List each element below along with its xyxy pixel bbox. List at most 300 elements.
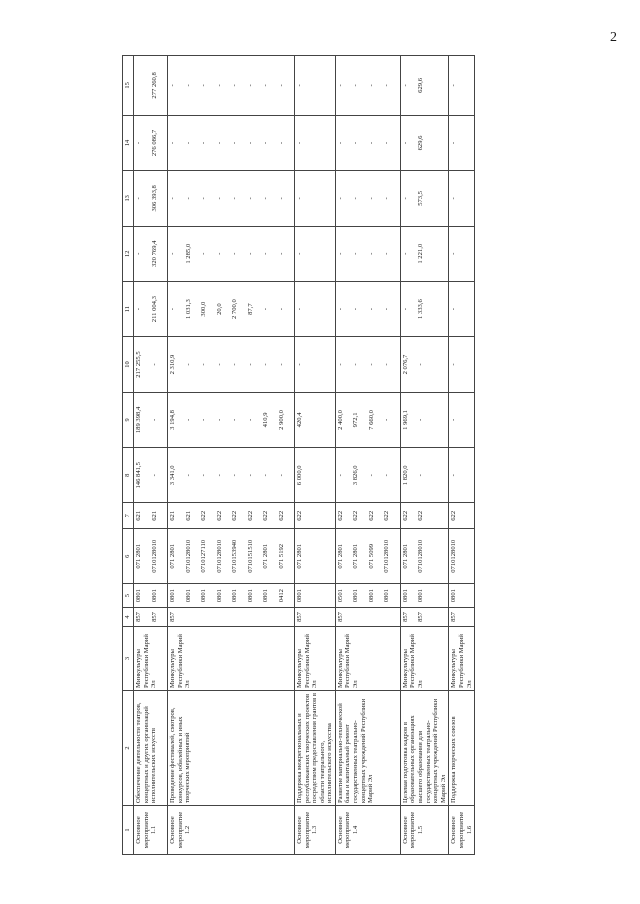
value-line: 0801: [296, 589, 303, 603]
value-line: 621: [150, 510, 158, 521]
value-line: [262, 610, 278, 624]
value-line: -: [367, 84, 375, 87]
value-line: [247, 610, 263, 624]
value-line: 211 004,3: [150, 296, 158, 323]
value-line: -: [352, 363, 360, 366]
value-line: -: [262, 84, 269, 87]
value-line: -: [277, 308, 285, 311]
value-cell-col-15: [335, 56, 400, 116]
value-cell-col-10: [335, 337, 400, 392]
value-line: -: [135, 141, 142, 145]
value-line: -: [215, 474, 223, 477]
column-header-10: 10: [123, 337, 134, 392]
value-line: 629,6: [417, 135, 425, 151]
value-cell-col-14: [400, 115, 448, 170]
value-cell-col-12: [134, 226, 168, 281]
value-line: -: [184, 363, 192, 366]
value-line: -: [231, 418, 238, 422]
activity-name: Основное мероприятие 1.1: [134, 806, 168, 855]
value-line: -: [277, 84, 285, 87]
value-line: -: [352, 141, 360, 145]
value-line: -: [262, 197, 269, 200]
value-cell-col-10: [134, 337, 168, 392]
value-line: -: [262, 252, 269, 255]
activity-name: Основное мероприятие 1.4: [335, 806, 400, 855]
value-line: -: [417, 474, 425, 477]
value-cell-col-13: [168, 171, 295, 226]
budget-table: [122, 55, 475, 855]
value-cell-col-11: [400, 281, 448, 336]
value-line: 857: [401, 612, 409, 622]
value-line: [200, 610, 216, 624]
value-line: -: [215, 363, 223, 366]
value-line: -: [383, 252, 391, 255]
value-line: 2 700,0: [231, 299, 238, 320]
value-cell-col-8: [168, 448, 295, 503]
value-line: -: [383, 418, 391, 422]
value-line: -: [200, 141, 207, 145]
value-line: 0710128010: [450, 539, 458, 573]
value-line: -: [336, 197, 344, 200]
value-line: 0710128010: [215, 539, 223, 573]
value-line: -: [231, 84, 238, 87]
table-body: [134, 56, 475, 855]
value-line: -: [262, 308, 269, 311]
value-line: [231, 610, 247, 624]
value-line: -: [184, 141, 192, 145]
activity-description: Целевая подготовка кадров в образовательных организациях высшего образования для государственных театрально-концертных учреждений Республики Марий Эл: [400, 690, 448, 805]
value-line: 0801: [367, 589, 375, 603]
value-line: 573,5: [417, 190, 425, 206]
value-line: 0710127110: [200, 539, 207, 573]
value-line: -: [215, 197, 223, 200]
value-line: 071 2801: [352, 543, 360, 569]
column-header-4: 4: [123, 607, 134, 626]
value-line: -: [367, 308, 375, 311]
value-line: 0710128010: [383, 539, 391, 573]
value-line: 20,0: [215, 303, 223, 315]
value-line: -: [150, 418, 158, 422]
value-line: 0801: [352, 589, 360, 603]
value-line: 3 194,8: [169, 410, 176, 430]
value-line: -: [200, 252, 207, 255]
value-line: -: [200, 84, 207, 87]
activity-description: Поддержка межрегиональных и республиканских творческих проектов посредством предоставления грантов в области театрального, исполнительского искусства: [295, 690, 336, 805]
value-line: 622: [200, 510, 207, 521]
value-cell-col-15: [400, 56, 448, 116]
value-line: 071 2801: [135, 543, 142, 569]
value-line: 629,6: [417, 77, 425, 93]
value-cell-col-11: [295, 281, 336, 336]
value-line: 277 260,8: [150, 72, 158, 99]
value-line: 622: [336, 510, 344, 521]
value-line: [383, 610, 399, 624]
value-cell-col-9: [400, 392, 448, 447]
value-line: -: [296, 141, 303, 145]
value-line: -: [169, 84, 176, 87]
value-line: -: [231, 363, 238, 366]
value-cell-col-15: [449, 56, 475, 116]
value-cell-col-5: [335, 584, 400, 607]
value-line: -: [184, 418, 192, 422]
value-line: 2 900,0: [277, 410, 285, 430]
value-cell-col-5: [168, 584, 295, 607]
activity-executor: Минкультуры Республики Марий Эл: [168, 627, 295, 691]
activity-executor: Минкультуры Республики Марий Эл: [449, 627, 475, 691]
value-cell-col-12: [335, 226, 400, 281]
value-cell-col-10: [295, 337, 336, 392]
value-cell-col-10: [449, 337, 475, 392]
value-line: 1 285,0: [184, 243, 192, 264]
value-line: 0801: [169, 589, 176, 603]
value-cell-col-9: [134, 392, 168, 447]
value-line: -: [246, 474, 254, 477]
value-line: -: [262, 474, 269, 477]
value-cell-col-5: [295, 584, 336, 607]
value-line: 621: [169, 510, 176, 521]
value-line: -: [336, 308, 344, 311]
value-line: -: [262, 141, 269, 145]
value-line: 0710128010: [150, 539, 158, 573]
value-line: -: [296, 252, 303, 255]
value-line: -: [231, 197, 238, 200]
value-cell-col-9: [449, 392, 475, 447]
value-cell-col-5: [400, 584, 448, 607]
value-line: 320 769,4: [150, 240, 158, 267]
value-cell-col-12: [400, 226, 448, 281]
value-line: -: [296, 197, 303, 200]
value-cell-col-7: [168, 503, 295, 529]
activity-name: Основное мероприятие 1.5: [400, 806, 448, 855]
value-line: -: [383, 84, 391, 87]
value-cell-col-11: [168, 281, 295, 336]
value-line: 0801: [246, 589, 254, 603]
value-cell-col-15: [168, 56, 295, 116]
value-line: -: [450, 308, 458, 311]
value-line: -: [336, 252, 344, 255]
value-line: 1 221,0: [417, 243, 425, 264]
value-line: 276 086,7: [150, 129, 158, 157]
value-cell-col-6: [168, 529, 295, 584]
value-line: 857: [150, 612, 158, 622]
page-number: 2: [610, 30, 617, 45]
value-cell-col-8: [335, 448, 400, 503]
value-line: 0801: [135, 589, 142, 603]
value-line: 0710128010: [184, 539, 192, 573]
value-line: -: [450, 84, 458, 87]
table-row: [134, 56, 168, 855]
value-line: 2 076,7: [401, 354, 409, 375]
value-line: 622: [246, 510, 254, 521]
value-cell-col-4: [335, 607, 400, 626]
activity-name: Основное мероприятие 1.2: [168, 806, 295, 855]
value-cell-col-13: [295, 171, 336, 226]
value-line: 0801: [231, 589, 238, 603]
value-line: -: [367, 197, 375, 200]
value-line: -: [450, 363, 458, 366]
value-cell-col-7: [295, 503, 336, 529]
column-header-1: 1: [123, 806, 134, 855]
value-line: -: [401, 84, 409, 87]
value-line: -: [277, 474, 285, 477]
value-cell-col-15: [295, 56, 336, 116]
value-line: -: [277, 363, 285, 366]
column-header-8: 8: [123, 448, 134, 503]
value-cell-col-11: [134, 281, 168, 336]
activity-executor: Минкультуры Республики Марий Эл: [134, 627, 168, 691]
value-line: -: [215, 252, 223, 255]
value-cell-col-13: [335, 171, 400, 226]
value-line: -: [277, 252, 285, 255]
value-line: -: [184, 84, 192, 87]
value-cell-col-14: [134, 115, 168, 170]
value-cell-col-14: [449, 115, 475, 170]
value-line: 420,4: [296, 412, 303, 428]
value-line: 857: [417, 612, 425, 622]
value-cell-col-12: [295, 226, 336, 281]
value-line: -: [367, 252, 375, 255]
value-cell-col-15: [134, 56, 168, 116]
value-line: 0801: [215, 589, 223, 603]
value-cell-col-9: [168, 392, 295, 447]
value-line: -: [417, 363, 425, 366]
value-line: [368, 610, 384, 624]
column-header-13: 13: [123, 171, 134, 226]
activity-executor: Минкультуры Республики Марий Эл: [295, 627, 336, 691]
value-line: -: [200, 474, 207, 477]
value-cell-col-4: [168, 607, 295, 626]
value-line: -: [367, 363, 375, 366]
activity-name: Основное мероприятие 1.3: [295, 806, 336, 855]
value-line: [216, 610, 232, 624]
column-header-3: 3: [123, 627, 134, 691]
value-line: 2 400,0: [336, 410, 344, 430]
value-line: -: [246, 363, 254, 366]
value-line: 7 660,0: [367, 410, 375, 430]
value-line: -: [169, 141, 176, 145]
value-line: -: [336, 363, 344, 366]
value-cell-col-5: [449, 584, 475, 607]
value-line: -: [246, 418, 254, 422]
value-line: -: [246, 84, 254, 87]
value-line: -: [135, 197, 142, 200]
value-cell-col-9: [295, 392, 336, 447]
value-line: -: [262, 363, 269, 366]
column-header-row: [123, 56, 134, 855]
value-line: 972,1: [352, 412, 360, 428]
value-line: 217 255,5: [135, 351, 142, 378]
rotated-table-container: [122, 55, 582, 855]
value-line: 0501: [336, 589, 344, 603]
value-line: 857: [450, 612, 458, 622]
value-line: -: [215, 141, 223, 145]
value-line: 0710128010: [417, 539, 425, 573]
value-line: [278, 610, 294, 624]
value-cell-col-9: [335, 392, 400, 447]
value-line: 0801: [184, 589, 192, 603]
value-cell-col-6: [400, 529, 448, 584]
value-line: 622: [231, 510, 238, 521]
value-cell-col-6: [134, 529, 168, 584]
value-cell-col-4: [400, 607, 448, 626]
value-line: 6 000,0: [296, 465, 303, 486]
value-line: 857: [135, 612, 142, 622]
value-line: -: [352, 308, 360, 311]
value-line: -: [169, 308, 176, 311]
column-header-11: 11: [123, 281, 134, 336]
value-cell-col-13: [449, 171, 475, 226]
value-line: 071 5099: [367, 543, 375, 569]
value-cell-col-7: [449, 503, 475, 529]
column-header-7: 7: [123, 503, 134, 529]
value-line: 857: [296, 612, 303, 622]
value-cell-col-11: [449, 281, 475, 336]
value-line: -: [215, 418, 223, 422]
value-line: -: [169, 197, 176, 200]
value-line: -: [450, 197, 458, 200]
value-line: -: [200, 418, 207, 422]
value-cell-col-7: [400, 503, 448, 529]
value-line: -: [352, 84, 360, 87]
value-line: -: [231, 141, 238, 145]
table-row: [449, 56, 475, 855]
value-line: -: [417, 418, 425, 422]
activity-description: Развитие материально-технической базы и капитальный ремонт государственных театрально-концертных учреждений Республики Марий Эл: [335, 690, 400, 805]
value-line: 0801: [262, 589, 269, 603]
value-line: 0801: [450, 589, 458, 603]
value-line: 1 820,0: [401, 465, 409, 486]
value-cell-col-10: [400, 337, 448, 392]
value-line: -: [277, 197, 285, 200]
column-header-2: 2: [123, 690, 134, 805]
value-line: 622: [296, 510, 303, 521]
value-cell-col-8: [134, 448, 168, 503]
value-line: -: [450, 141, 458, 145]
value-line: -: [450, 418, 458, 422]
value-line: -: [231, 474, 238, 477]
table-row: [168, 56, 295, 855]
value-line: -: [277, 141, 285, 145]
value-line: 622: [277, 510, 285, 521]
value-line: [185, 610, 201, 624]
value-cell-col-7: [134, 503, 168, 529]
value-line: -: [401, 197, 409, 200]
column-header-5: 5: [123, 584, 134, 607]
value-line: 300,0: [200, 301, 207, 317]
value-line: 857: [169, 612, 176, 622]
value-cell-col-5: [134, 584, 168, 607]
value-line: 071 2801: [336, 543, 344, 569]
value-line: 622: [352, 510, 360, 521]
value-line: -: [296, 84, 303, 87]
activity-executor: Минкультуры Республики Марий Эл: [335, 627, 400, 691]
value-cell-col-6: [449, 529, 475, 584]
value-line: -: [200, 363, 207, 366]
value-line: -: [450, 474, 458, 477]
value-line: 306 393,8: [150, 185, 158, 212]
value-line: 0710151510: [246, 539, 254, 573]
activity-description: Обеспечение деятельности театров, концертных и других организаций исполнительских искусств: [134, 690, 168, 805]
value-line: -: [184, 197, 192, 200]
value-line: -: [383, 474, 391, 477]
value-line: -: [336, 84, 344, 87]
value-line: 87,7: [246, 303, 254, 315]
value-cell-col-4: [295, 607, 336, 626]
value-line: 3 341,0: [169, 465, 176, 486]
value-line: -: [383, 141, 391, 145]
value-line: 622: [383, 510, 391, 521]
value-line: 0801: [150, 589, 158, 603]
column-header-15: 15: [123, 56, 134, 116]
value-line: -: [401, 141, 409, 145]
value-line: 146 841,5: [135, 462, 142, 489]
value-line: 0412: [277, 589, 285, 603]
value-line: -: [231, 252, 238, 255]
value-line: -: [401, 308, 409, 311]
value-line: -: [383, 363, 391, 366]
table-row: [400, 56, 448, 855]
value-line: [352, 610, 368, 624]
activity-executor: Минкультуры Республики Марий Эл: [400, 627, 448, 691]
value-cell-col-6: [335, 529, 400, 584]
value-line: -: [246, 197, 254, 200]
column-header-6: 6: [123, 529, 134, 584]
table-row: [335, 56, 400, 855]
value-line: 071 2801: [401, 543, 409, 569]
value-cell-col-10: [168, 337, 295, 392]
value-line: 071 2801: [262, 543, 269, 569]
activity-description: Поддержка творческих союзов: [449, 690, 475, 805]
value-line: 1 031,3: [184, 299, 192, 320]
value-line: 0801: [417, 589, 425, 603]
value-line: -: [383, 197, 391, 200]
value-line: -: [367, 474, 375, 477]
column-header-9: 9: [123, 392, 134, 447]
column-header-12: 12: [123, 226, 134, 281]
value-line: -: [246, 141, 254, 145]
value-line: -: [383, 308, 391, 311]
value-line: -: [135, 308, 142, 311]
value-cell-col-14: [335, 115, 400, 170]
value-line: 621: [184, 510, 192, 521]
value-line: 2 310,9: [169, 354, 176, 375]
value-line: -: [401, 252, 409, 255]
value-cell-col-8: [449, 448, 475, 503]
value-line: 0801: [401, 589, 409, 603]
activity-name: Основное мероприятие 1.6: [449, 806, 475, 855]
table-row: [295, 56, 336, 855]
value-line: 1 333,6: [417, 299, 425, 320]
value-line: -: [336, 474, 344, 477]
value-cell-col-14: [168, 115, 295, 170]
value-line: -: [135, 252, 142, 255]
value-line: 622: [417, 510, 425, 521]
value-line: -: [296, 363, 303, 366]
value-cell-col-11: [335, 281, 400, 336]
value-line: 071 5192: [277, 543, 285, 569]
value-line: -: [215, 84, 223, 87]
value-line: 622: [450, 510, 458, 521]
value-line: -: [200, 197, 207, 200]
value-line: 3 826,0: [352, 465, 360, 486]
value-line: -: [246, 252, 254, 255]
value-cell-col-12: [168, 226, 295, 281]
value-line: 410,9: [262, 412, 269, 428]
value-line: [135, 58, 151, 113]
value-cell-col-8: [295, 448, 336, 503]
value-line: -: [184, 474, 192, 477]
value-line: -: [169, 252, 176, 255]
